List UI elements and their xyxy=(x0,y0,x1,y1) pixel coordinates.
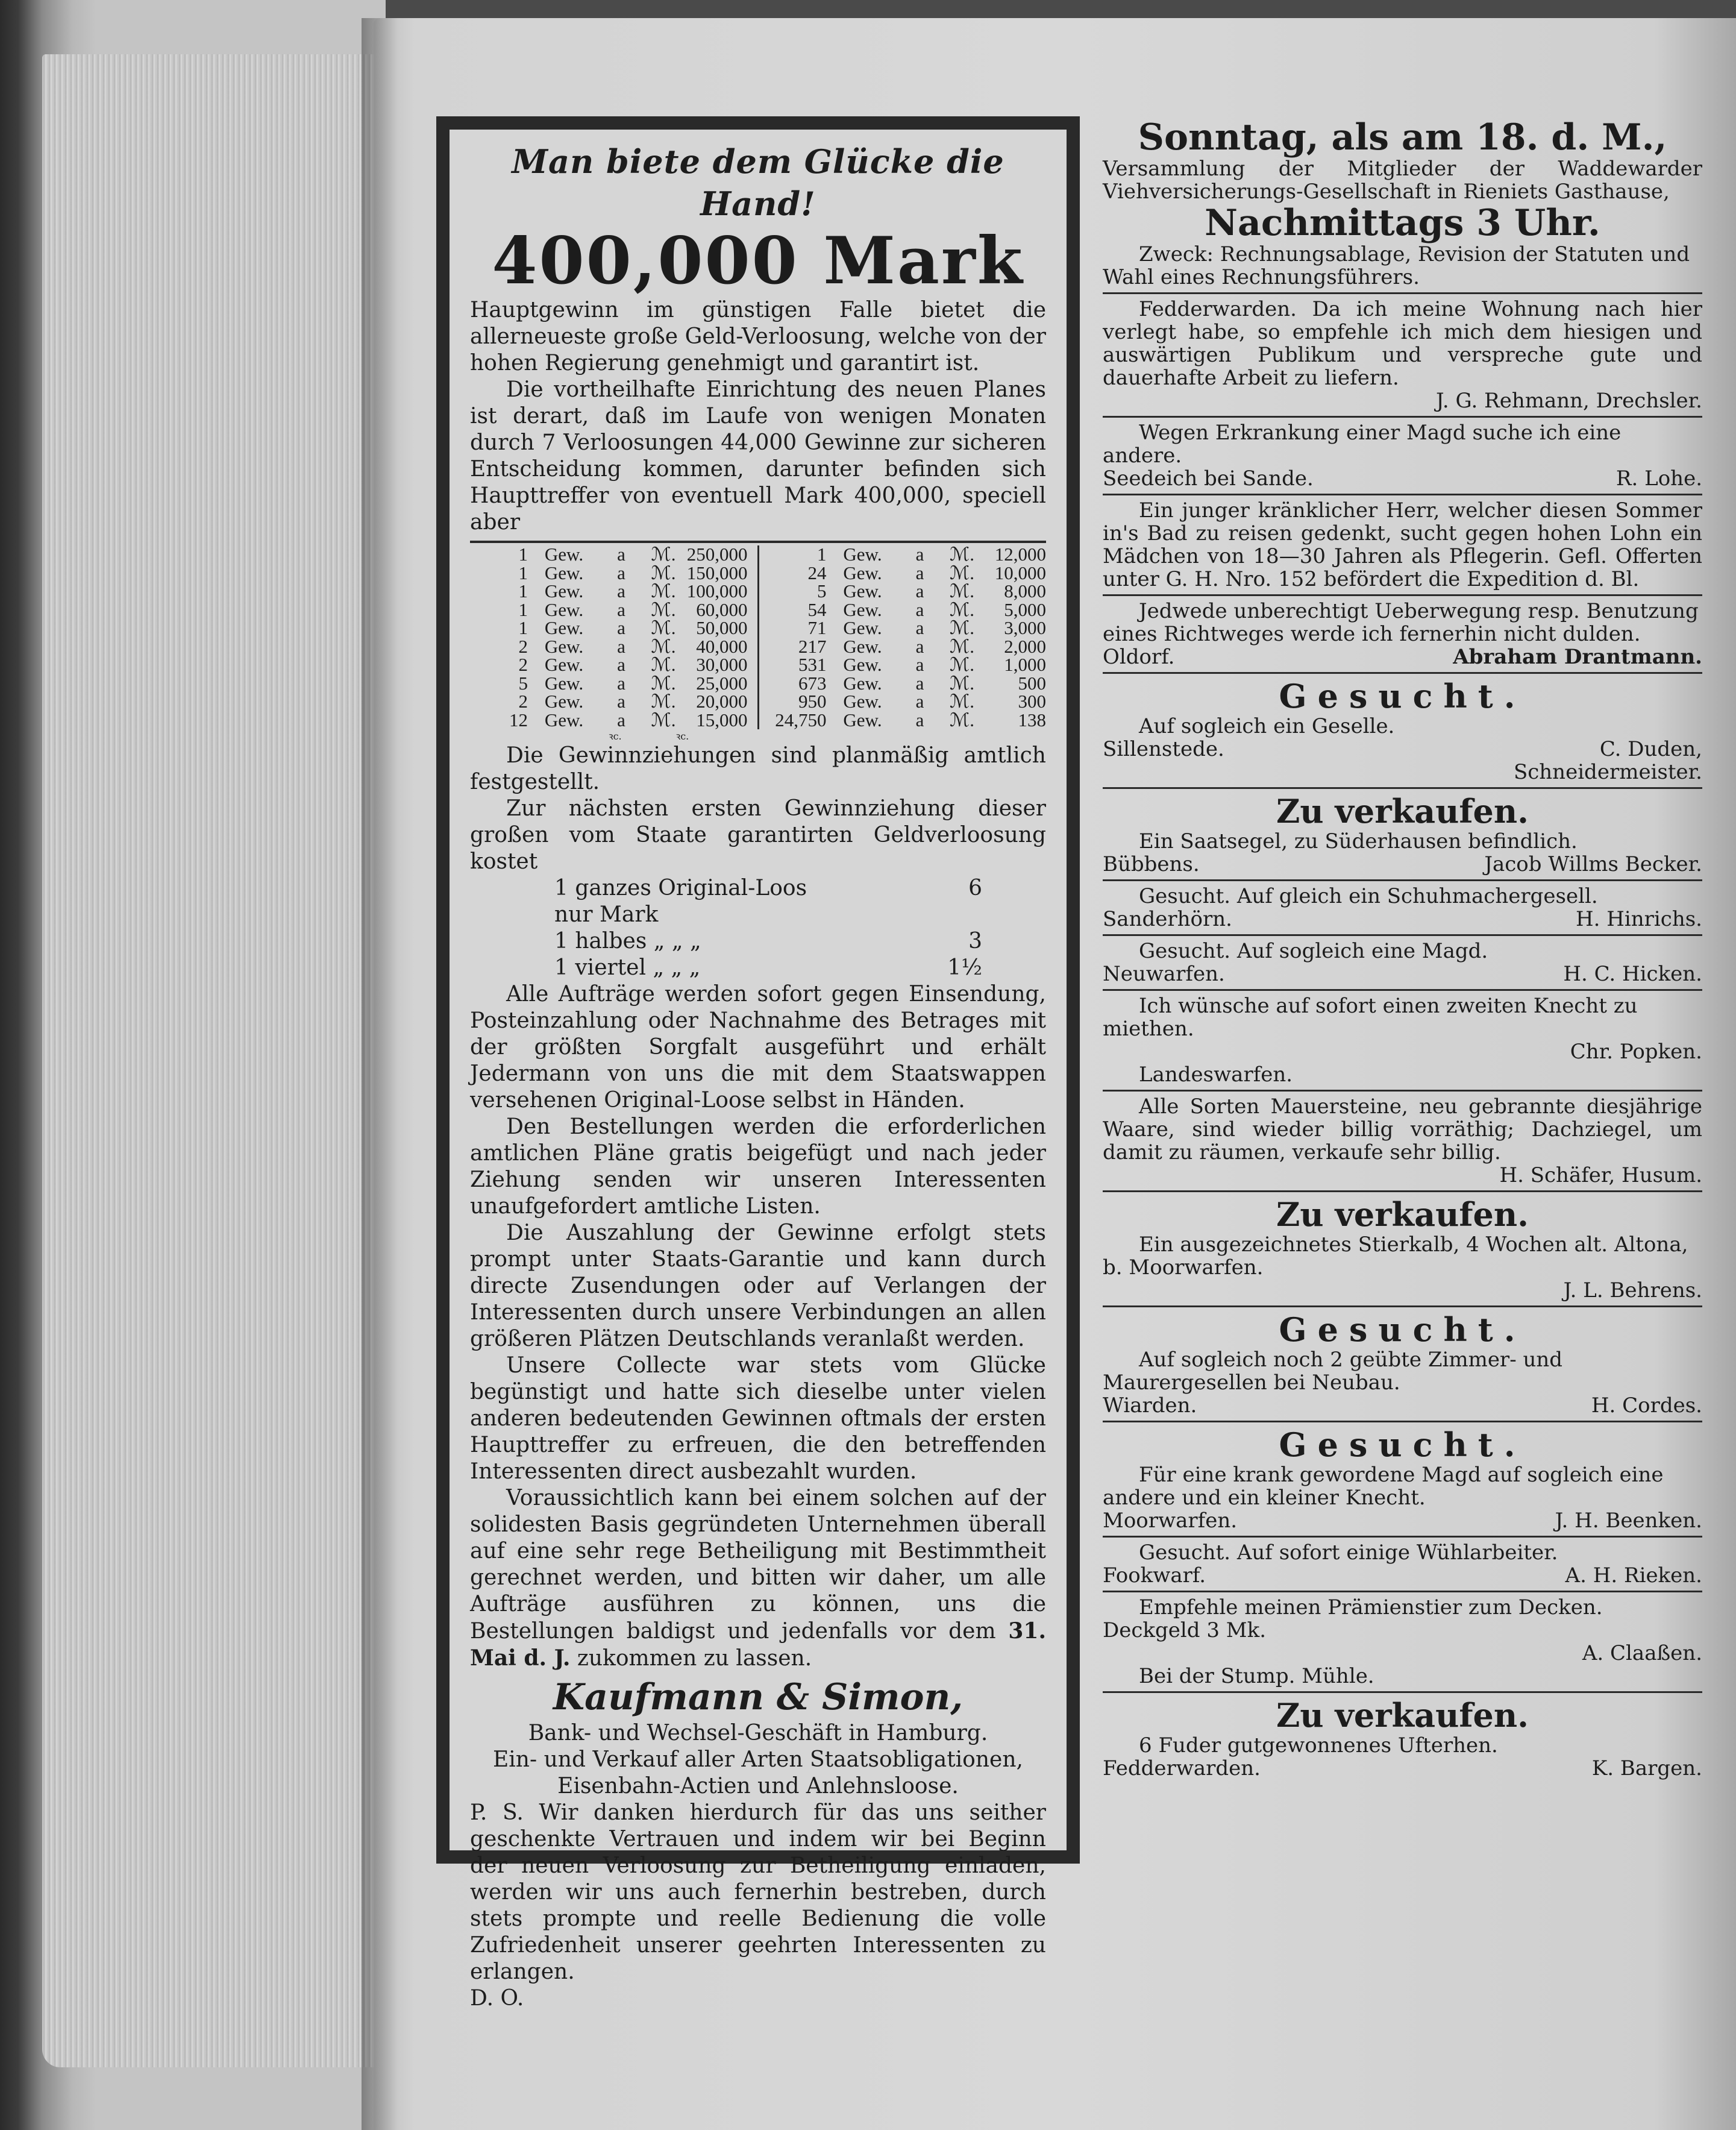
prize-qty: 12 xyxy=(509,709,528,730)
prize-amount: 25,000 xyxy=(696,672,748,694)
wanted-3-place: Moorwarfen. xyxy=(1103,1509,1238,1533)
ad-basis-pre: Voraussichtlich kann bei einem solchen auf der solidesten Basis gegründeten Unternehmen überall auf eine sehr rege Betheiligung mit Bestimmtheit gerechnet werden, und bitten wir daher, um alle Aufträge ausführen zu können, uns die Bestellungen baldigst und jedenfalls vor dem xyxy=(470,1486,1046,1644)
sale-2-heading: Zu verkaufen. xyxy=(1276,1195,1529,1234)
right-column xyxy=(1103,118,1702,1986)
maid-sign: H. C. Hicken. xyxy=(1563,962,1702,986)
divider xyxy=(1103,416,1702,418)
prize-row xyxy=(769,582,1047,601)
prize-qty: 1 xyxy=(518,598,528,620)
path-sign: Abraham Drantmann. xyxy=(1453,645,1702,669)
prize-gew: Gew. xyxy=(843,709,882,730)
wanted-2-text: Auf sogleich noch 2 geübte Zimmer- und Maurergesellen bei Neubau. xyxy=(1103,1348,1563,1395)
ad-intro: Hauptgewinn im günstigen Falle bietet die allerneueste große Geld-Verloosung, welche von der hohen Regierung genehmigt und garantirt ist. xyxy=(470,298,1046,375)
wanted-1-sign: C. Duden, xyxy=(1599,737,1702,761)
price-row xyxy=(554,928,1046,955)
sale-3-footer xyxy=(1103,1757,1702,1780)
prize-amount: 5,000 xyxy=(1004,598,1046,620)
prize-a: a xyxy=(617,544,625,565)
sale-2-sign: J. L. Behrens. xyxy=(1563,1278,1702,1302)
ad-basis xyxy=(470,1485,1046,1672)
ad-draws: Die Gewinnziehungen sind planmäßig amtlich festgestellt. xyxy=(470,743,1046,794)
ad-plans: Den Bestellungen werden die erforderlichen amtlichen Pläne gratis beigefügt und nach jeder Ziehung senden wir unseren Interessenten unaufgefordert amtliche Listen. xyxy=(470,1114,1046,1219)
prize-amount: 20,000 xyxy=(696,691,748,712)
prize-row xyxy=(470,598,748,620)
prize-column-left xyxy=(470,545,759,729)
prize-row xyxy=(769,545,1047,564)
sale-1-footer xyxy=(1103,853,1702,876)
stones-text: Alle Sorten Mauersteine, neu gebrannte diesjährige Waare, sind wieder billig vorräthig; Dachziegel, um damit zu räumen, verkaufe sehr billig. xyxy=(1103,1095,1702,1164)
purpose-text: Zweck: Rechnungsablage, Revision der Statuten und Wahl eines Rechnungsführers. xyxy=(1103,242,1690,289)
price-value: 6 xyxy=(968,876,982,900)
ad-orders: Alle Aufträge werden sofort gegen Einsendung, Posteinzahlung oder Nachnahme des Betrages mit der größten Sorgfalt ausgeführt und erhält Jedermann von uns die mit dem Staatswappen versehenen Original-Loose selbst in Händen. xyxy=(470,982,1046,1113)
mill-sign: A. H. Rieken. xyxy=(1565,1563,1702,1588)
ad-ps: P. S. Wir danken hierdurch für das uns seither geschenkte Vertrauen und indem wir bei Beginn der neuen Verloosung zur Betheiligung einladen, werden wir uns auch fernerhin bestreben, durch stets prompte und reelle Bedienung die volle Zufriedenheit unserer geehrten Interessenten zu erlangen. xyxy=(470,1800,1046,1984)
prize-amount: 500 xyxy=(1018,672,1046,694)
prize-unit: ℳ. xyxy=(950,635,974,657)
sale-3-heading: Zu verkaufen. xyxy=(1276,1696,1529,1735)
prize-row xyxy=(769,635,1047,657)
prize-row xyxy=(769,674,1047,693)
prize-a: a xyxy=(915,672,924,694)
wanted-3-sign: J. H. Beenken. xyxy=(1555,1509,1702,1533)
servant-text: Ich wünsche auf sofort einen zweiten Knecht zu miethen. xyxy=(1103,994,1638,1041)
prize-qty: 673 xyxy=(798,672,827,694)
prize-a: a xyxy=(915,580,924,602)
prize-row xyxy=(470,582,748,601)
prize-row xyxy=(470,635,748,657)
prize-amount: 50,000 xyxy=(696,617,748,638)
prize-gew: Gew. xyxy=(544,598,584,620)
sunday-heading: Sonntag, als am 18. d. M., xyxy=(1138,116,1667,159)
wanted-3-footer xyxy=(1103,1509,1702,1532)
prize-row xyxy=(769,711,1047,730)
prize-gew: Gew. xyxy=(843,635,882,657)
illness-footer xyxy=(1103,467,1702,490)
path-footer xyxy=(1103,646,1702,668)
prize-table xyxy=(470,541,1046,729)
ad-payout: Die Auszahlung der Gewinne erfolgt stets prompt unter Staats-Garantie und kann durch directe Zusendungen oder auf Verlangen der Interessenten durch unsere Verbindungen an allen größeren Plätzen Deutschlands veranlaßt werden. xyxy=(470,1221,1046,1351)
fedder-text: Fedderwarden. Da ich meine Wohnung nach hier verlegt habe, so empfehle ich mich dem hiesigen und auswärtigen Publikum und verspreche gute und dauerhafte Arbeit zu liefern. xyxy=(1103,297,1702,390)
wanted-3-text: Für eine krank gewordene Magd auf sogleich eine andere und ein kleiner Knecht. xyxy=(1103,1463,1664,1510)
prize-row xyxy=(470,693,748,711)
firm-line-2: Ein- und Verkauf aller Arten Staatsobligationen, Eisenbahn-Actien und Anlehnsloose. xyxy=(493,1747,1023,1799)
prize-etc xyxy=(470,729,1046,743)
price-label: 1 viertel „ „ „ xyxy=(554,955,701,980)
ad-headline: Man biete dem Glücke die Hand! xyxy=(512,142,1004,223)
young-text: Ein junger kränklicher Herr, welcher diesen Sommer in's Bad zu reisen gedenkt, sucht gegen hohen Lohn ein Mädchen von 18—30 Jahren als Pflegerin. Gefl. Offerten unter G. H. Nro. 152 befördert die Expedition d. Bl. xyxy=(1103,498,1702,591)
shoe-sign: H. Hinrichs. xyxy=(1575,907,1702,931)
illness-sign: R. Lohe. xyxy=(1615,467,1702,491)
divider xyxy=(1103,1691,1702,1693)
prize-qty: 1 xyxy=(518,544,528,565)
divider xyxy=(1103,989,1702,991)
prize-etc-1: ꝛc. xyxy=(609,730,622,742)
prize-gew: Gew. xyxy=(843,598,882,620)
prize-a: a xyxy=(915,544,924,565)
prize-row xyxy=(769,656,1047,674)
prize-gew: Gew. xyxy=(843,654,882,675)
shoe-footer xyxy=(1103,908,1702,931)
ad-basis-post: zukommen zu lassen. xyxy=(577,1646,812,1671)
sale-2-text: Ein ausgezeichnetes Stierkalb, 4 Wochen alt. Altona, b. Moorwarfen. xyxy=(1103,1233,1688,1280)
prize-gew: Gew. xyxy=(544,709,584,730)
divider xyxy=(1103,1090,1702,1092)
firm-name: Kaufmann & Simon, xyxy=(553,1676,964,1718)
prize-amount: 8,000 xyxy=(1004,580,1046,602)
maid-text: Gesucht. Auf sogleich eine Magd. xyxy=(1139,939,1488,963)
prize-qty: 1 xyxy=(518,617,528,638)
wanted-2-heading: Gesucht. xyxy=(1279,1310,1526,1349)
mill-text: Gesucht. Auf sofort einige Wühlarbeiter. xyxy=(1139,1541,1558,1565)
sale-3-sign: K. Bargen. xyxy=(1591,1756,1702,1780)
ad-ps-sign: D. O. xyxy=(470,1986,524,2011)
ad-next-draw: Zur nächsten ersten Gewinnziehung dieser großen vom Staate garantirten Geldverloosung kostet xyxy=(470,796,1046,874)
price-value: 3 xyxy=(968,929,982,953)
prize-unit: ℳ. xyxy=(651,598,676,620)
wanted-1-footer xyxy=(1103,738,1702,761)
prize-qty: 950 xyxy=(798,691,827,712)
bull-sign: A. Claaßen. xyxy=(1582,1641,1702,1665)
prize-gew: Gew. xyxy=(544,672,584,694)
prize-gew: Gew. xyxy=(843,691,882,712)
maid-place: Neuwarfen. xyxy=(1103,962,1225,986)
prize-a: a xyxy=(617,580,625,602)
prize-amount: 30,000 xyxy=(696,654,748,675)
ad-plan: Die vortheilhafte Einrichtung des neuen Planes ist derart, daß im Laufe von wenigen Monaten durch 7 Verloosungen 44,000 Gewinne zur sicheren Entscheidung kommen, darunter befinden sich Haupttreffer von eventuell Mark 400,000, speciell aber xyxy=(470,377,1046,535)
prize-gew: Gew. xyxy=(544,691,584,712)
meeting-text: Versammlung der Mitglieder der Waddewarder Viehversicherungs-Gesellschaft in Rieniets Gasthause, xyxy=(1103,157,1702,204)
price-row xyxy=(554,875,1046,928)
prize-a: a xyxy=(617,617,625,638)
prize-qty: 2 xyxy=(518,691,528,712)
wanted-2-sign: H. Cordes. xyxy=(1591,1393,1702,1418)
wanted-1-text: Auf sogleich ein Geselle. xyxy=(1139,714,1395,738)
prize-qty: 1 xyxy=(518,580,528,602)
prize-etc-2: ꝛc. xyxy=(675,730,689,742)
prize-unit: ℳ. xyxy=(651,709,676,730)
prize-row xyxy=(769,598,1047,620)
stones-sign: H. Schäfer, Husum. xyxy=(1499,1163,1702,1187)
prize-unit: ℳ. xyxy=(651,580,676,602)
prize-a: a xyxy=(915,709,924,730)
divider xyxy=(1103,1190,1702,1192)
prize-a: a xyxy=(915,617,924,638)
price-label: 1 ganzes Original-Loos nur Mark xyxy=(554,876,807,927)
afternoon-heading: Nachmittags 3 Uhr. xyxy=(1205,202,1600,244)
prize-gew: Gew. xyxy=(843,672,882,694)
prize-row xyxy=(470,674,748,693)
divider xyxy=(1103,594,1702,596)
prize-unit: ℳ. xyxy=(651,617,676,638)
divider xyxy=(1103,1305,1702,1307)
sale-1-text: Ein Saatsegel, zu Süderhausen befindlich. xyxy=(1139,829,1578,853)
prize-a: a xyxy=(617,635,625,657)
ad-luck: Unsere Collecte war stets vom Glücke begünstigt und hatte sich dieselbe unter vielen anderen bedeutenden Gewinnen oftmals der ersten Haupttreffer zu erfreuen, die den betreffenden Interessenten direct ausbezahlt wurden. xyxy=(470,1353,1046,1484)
prize-unit: ℳ. xyxy=(651,672,676,694)
prize-row xyxy=(470,656,748,674)
prize-a: a xyxy=(617,598,625,620)
wanted-2-place: Wiarden. xyxy=(1103,1393,1197,1418)
divider xyxy=(1103,787,1702,789)
illness-place: Seedeich bei Sande. xyxy=(1103,467,1314,491)
sale-1-place: Bübbens. xyxy=(1103,852,1200,876)
divider xyxy=(1103,672,1702,674)
price-list xyxy=(470,875,1046,981)
sale-3-place: Fedderwarden. xyxy=(1103,1756,1261,1780)
price-label: 1 halbes „ „ „ xyxy=(554,929,701,953)
prize-amount: 1,000 xyxy=(1004,654,1046,675)
shoe-place: Sanderhörn. xyxy=(1103,907,1232,931)
wanted-1-heading: Gesucht. xyxy=(1279,677,1526,715)
sale-1-sign: Jacob Willms Becker. xyxy=(1484,852,1702,876)
ad-basis-date: 31. Mai d. J. xyxy=(470,1618,1046,1671)
prize-a: a xyxy=(617,691,625,712)
prize-gew: Gew. xyxy=(544,544,584,565)
mill-place: Fookwarf. xyxy=(1103,1563,1206,1588)
prize-qty: 2 xyxy=(518,635,528,657)
divider xyxy=(1103,934,1702,936)
prize-qty: 5 xyxy=(518,672,528,694)
prize-gew: Gew. xyxy=(544,562,584,583)
prize-row xyxy=(470,619,748,638)
page-stack xyxy=(42,54,380,2067)
prize-amount: 300 xyxy=(1018,691,1046,712)
divider xyxy=(1103,1536,1702,1538)
prize-unit: ℳ. xyxy=(950,709,974,730)
prize-column-right xyxy=(759,545,1047,729)
prize-a: a xyxy=(915,691,924,712)
prize-qty: 54 xyxy=(807,598,827,620)
servant-sign: Chr. Popken. xyxy=(1570,1040,1702,1064)
prize-unit: ℳ. xyxy=(651,654,676,675)
prize-row xyxy=(769,619,1047,638)
price-row xyxy=(554,955,1046,981)
fedder-sign: J. G. Rehmann, Drechsler. xyxy=(1435,389,1702,413)
prize-amount: 100,000 xyxy=(686,580,748,602)
ad-amount: 400,000 Mark xyxy=(492,223,1024,299)
prize-gew: Gew. xyxy=(544,635,584,657)
prize-qty: 24 xyxy=(807,562,827,583)
prize-qty: 5 xyxy=(817,580,827,602)
prize-qty: 24,750 xyxy=(775,709,827,730)
prize-amount: 10,000 xyxy=(994,562,1046,583)
maid-footer xyxy=(1103,963,1702,985)
sale-1-heading: Zu verkaufen. xyxy=(1276,792,1529,831)
wanted-1-sign-2: Schneidermeister. xyxy=(1513,760,1702,784)
prize-a: a xyxy=(617,709,625,730)
divider xyxy=(1103,292,1702,294)
prize-gew: Gew. xyxy=(843,544,882,565)
illness-text: Wegen Erkrankung einer Magd suche ich eine andere. xyxy=(1103,421,1622,468)
prize-qty: 71 xyxy=(807,617,827,638)
price-value: 1½ xyxy=(947,955,982,980)
wanted-3-heading: Gesucht. xyxy=(1279,1425,1526,1464)
prize-unit: ℳ. xyxy=(651,544,676,565)
prize-unit: ℳ. xyxy=(950,672,974,694)
mill-footer xyxy=(1103,1564,1702,1587)
prize-amount: 15,000 xyxy=(696,709,748,730)
wanted-2-footer xyxy=(1103,1394,1702,1417)
prize-gew: Gew. xyxy=(843,617,882,638)
prize-amount: 3,000 xyxy=(1004,617,1046,638)
divider xyxy=(1103,879,1702,881)
servant-place: Landeswarfen. xyxy=(1139,1063,1293,1087)
prize-amount: 60,000 xyxy=(696,598,748,620)
prize-amount: 150,000 xyxy=(686,562,748,583)
prize-unit: ℳ. xyxy=(950,598,974,620)
prize-a: a xyxy=(617,654,625,675)
bull-text: Empfehle meinen Prämienstier zum Decken. Deckgeld 3 Mk. xyxy=(1103,1595,1603,1642)
wanted-1-place: Sillenstede. xyxy=(1103,737,1224,761)
prize-unit: ℳ. xyxy=(950,544,974,565)
prize-gew: Gew. xyxy=(843,580,882,602)
path-text: Jedwede unberechtigt Ueberwegung resp. Benutzung eines Richtweges werde ich fernerhin nicht dulden. xyxy=(1103,599,1699,646)
prize-amount: 138 xyxy=(1018,709,1046,730)
prize-unit: ℳ. xyxy=(950,562,974,583)
prize-a: a xyxy=(915,635,924,657)
prize-a: a xyxy=(617,562,625,583)
prize-a: a xyxy=(915,654,924,675)
prize-gew: Gew. xyxy=(544,617,584,638)
prize-unit: ℳ. xyxy=(651,562,676,583)
prize-unit: ℳ. xyxy=(651,691,676,712)
prize-qty: 531 xyxy=(798,654,827,675)
prize-amount: 12,000 xyxy=(994,544,1046,565)
prize-unit: ℳ. xyxy=(651,635,676,657)
divider xyxy=(1103,494,1702,495)
prize-qty: 1 xyxy=(518,562,528,583)
spine-shadow xyxy=(362,18,398,2130)
prize-row xyxy=(470,711,748,730)
prize-gew: Gew. xyxy=(843,562,882,583)
prize-unit: ℳ. xyxy=(950,691,974,712)
prize-unit: ℳ. xyxy=(950,617,974,638)
prize-amount: 250,000 xyxy=(686,544,748,565)
prize-row xyxy=(470,545,748,564)
prize-qty: 1 xyxy=(817,544,827,565)
prize-qty: 2 xyxy=(518,654,528,675)
prize-amount: 40,000 xyxy=(696,635,748,657)
prize-qty: 217 xyxy=(798,635,827,657)
prize-unit: ℳ. xyxy=(950,654,974,675)
prize-amount: 2,000 xyxy=(1004,635,1046,657)
divider xyxy=(1103,1591,1702,1592)
divider xyxy=(1103,1421,1702,1422)
bull-place: Bei der Stump. Mühle. xyxy=(1139,1664,1374,1688)
prize-gew: Gew. xyxy=(544,580,584,602)
prize-row xyxy=(470,564,748,583)
prize-a: a xyxy=(915,598,924,620)
lottery-advertisement xyxy=(436,116,1080,2011)
sale-3-text: 6 Fuder gutgewonnenes Ufterhen. xyxy=(1139,1733,1498,1758)
prize-row xyxy=(769,564,1047,583)
prize-row xyxy=(769,693,1047,711)
prize-gew: Gew. xyxy=(544,654,584,675)
prize-unit: ℳ. xyxy=(950,580,974,602)
shoe-text: Gesucht. Auf gleich ein Schuhmachergesell. xyxy=(1139,884,1598,908)
prize-a: a xyxy=(915,562,924,583)
firm-line-1: Bank- und Wechsel-Geschäft in Hamburg. xyxy=(528,1721,988,1745)
path-place: Oldorf. xyxy=(1103,645,1175,669)
prize-a: a xyxy=(617,672,625,694)
